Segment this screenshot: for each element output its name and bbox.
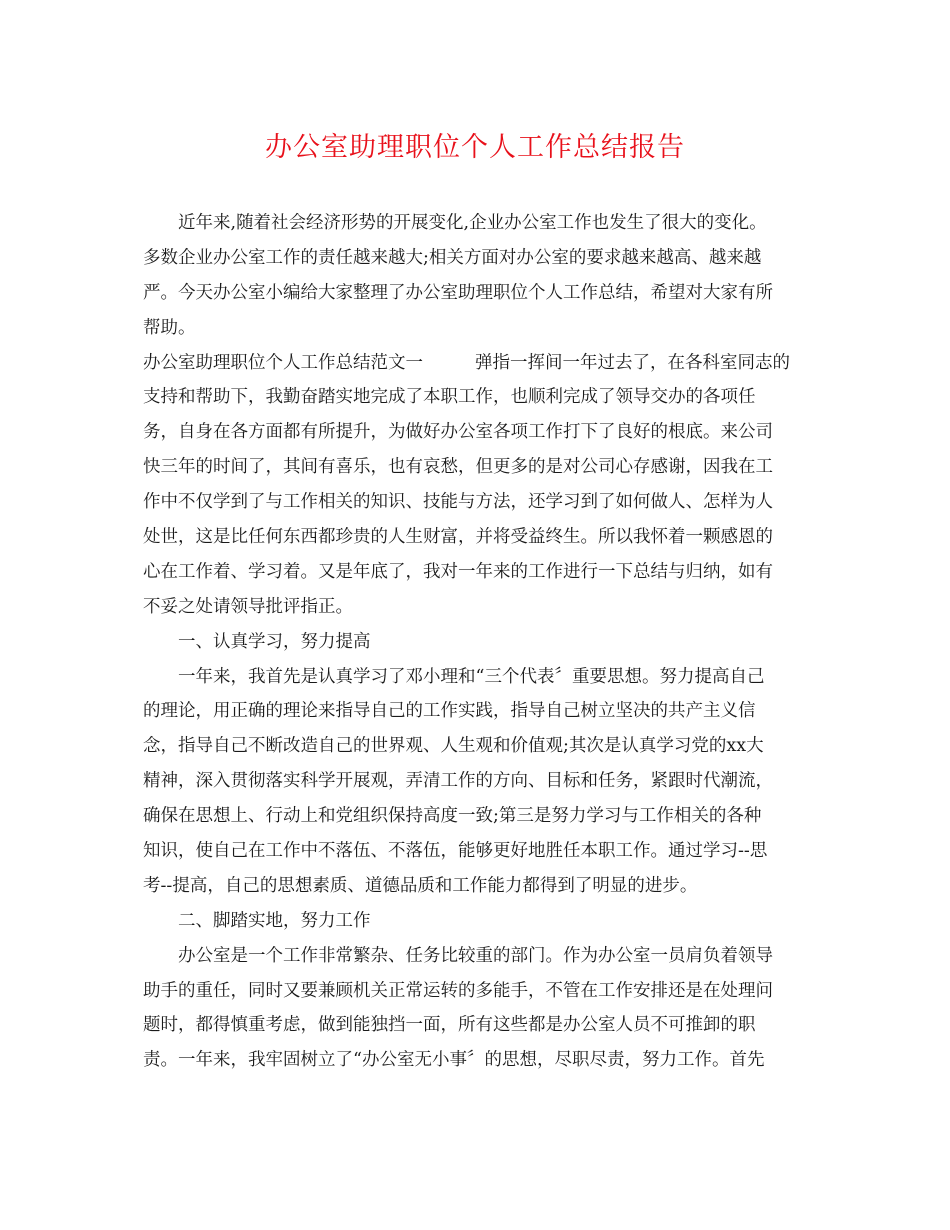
body-line: 办公室是一个工作非常繁杂、任务比较重的部门。作为办公室一员肩负着领导 bbox=[178, 945, 773, 966]
document-body bbox=[143, 206, 813, 1078]
sample-heading: 办公室助理职位个人工作总结范文一 bbox=[143, 352, 423, 373]
intro-line-1: 近年来,随着社会经济形势的开展变化,企业办公室工作也发生了很大的变化。 bbox=[178, 213, 767, 233]
body-line: 确保在思想上、行动上和党组织保持高度一致;第三是努力学习与工作相关的各种 bbox=[143, 806, 762, 827]
body-line: 快三年的时间了，其间有喜乐，也有哀愁，但更多的是对公司心存感谢，因我在工 bbox=[143, 457, 773, 478]
body-line: 精神，深入贯彻落实科学开展观，弄清工作的方向、目标和任务，紧跟时代潮流， bbox=[143, 771, 773, 792]
sample-heading-line bbox=[143, 346, 813, 381]
document-title: 办公室助理职位个人工作总结报告 bbox=[265, 132, 685, 163]
body-line: 处世，这是比任何东西都珍贵的人生财富，并将受益终生。所以我怀着一颗感恩的 bbox=[143, 527, 773, 548]
body-line: 一年来，我首先是认真学习了邓小理和“三个代表〞重要思想。努力提高自己 bbox=[178, 666, 765, 687]
body-line: 责。一年来，我牢固树立了“办公室无小事〞的思想，尽职尽责，努力工作。首先 bbox=[143, 1050, 765, 1071]
body-line: 作中不仅学到了与工作相关的知识、技能与方法，还学习到了如何做人、怎样为人 bbox=[143, 492, 773, 513]
intro-line-4: 帮助。 bbox=[143, 317, 196, 338]
sample-line-1: 弹指一挥间一年过去了，在各科室同志的 bbox=[475, 352, 790, 373]
body-line: 支持和帮助下，我勤奋踏实地完成了本职工作，也顺利完成了领导交办的各项任 bbox=[143, 387, 756, 408]
body-line: 务，自身在各方面都有所提升，为做好办公室各项工作打下了良好的根底。来公司 bbox=[143, 422, 773, 443]
body-line: 不妥之处请领导批评指正。 bbox=[143, 596, 353, 617]
body-line: 知识，使自己在工作中不落伍、不落伍，能够更好地胜任本职工作。通过学习--思 bbox=[143, 841, 768, 862]
body-line: 的理论，用正确的理论来指导自己的工作实践，指导自己树立坚决的共产主义信 bbox=[143, 701, 756, 722]
intro-line-2: 多数企业办公室工作的责任越来越大;相关方面对办公室的要求越来越高、越来越 bbox=[143, 247, 762, 268]
body-line: 助手的重任，同时又要兼顾机关正常运转的多能手，不管在工作安排还是在处理问 bbox=[143, 980, 773, 1001]
intro-line-3: 严。今天办公室小编给大家整理了办公室助理职位个人工作总结，希望对大家有所 bbox=[143, 282, 773, 303]
body-line: 念，指导自己不断改造自己的世界观、人生观和价值观;其次是认真学习党的xx大 bbox=[143, 736, 764, 757]
section-heading-1: 一、认真学习，努力提高 bbox=[178, 631, 371, 652]
section-heading-2: 二、脚踏实地，努力工作 bbox=[178, 910, 371, 931]
body-line: 题时，都得慎重考虑，做到能独挡一面，所有这些都是办公室人员不可推卸的职 bbox=[143, 1015, 756, 1036]
body-line: 心在工作着、学习着。又是年底了，我对一年来的工作进行一下总结与归纳，如有 bbox=[143, 561, 773, 582]
body-line: 考--提高，自己的思想素质、道德品质和工作能力都得到了明显的进步。 bbox=[143, 875, 698, 896]
